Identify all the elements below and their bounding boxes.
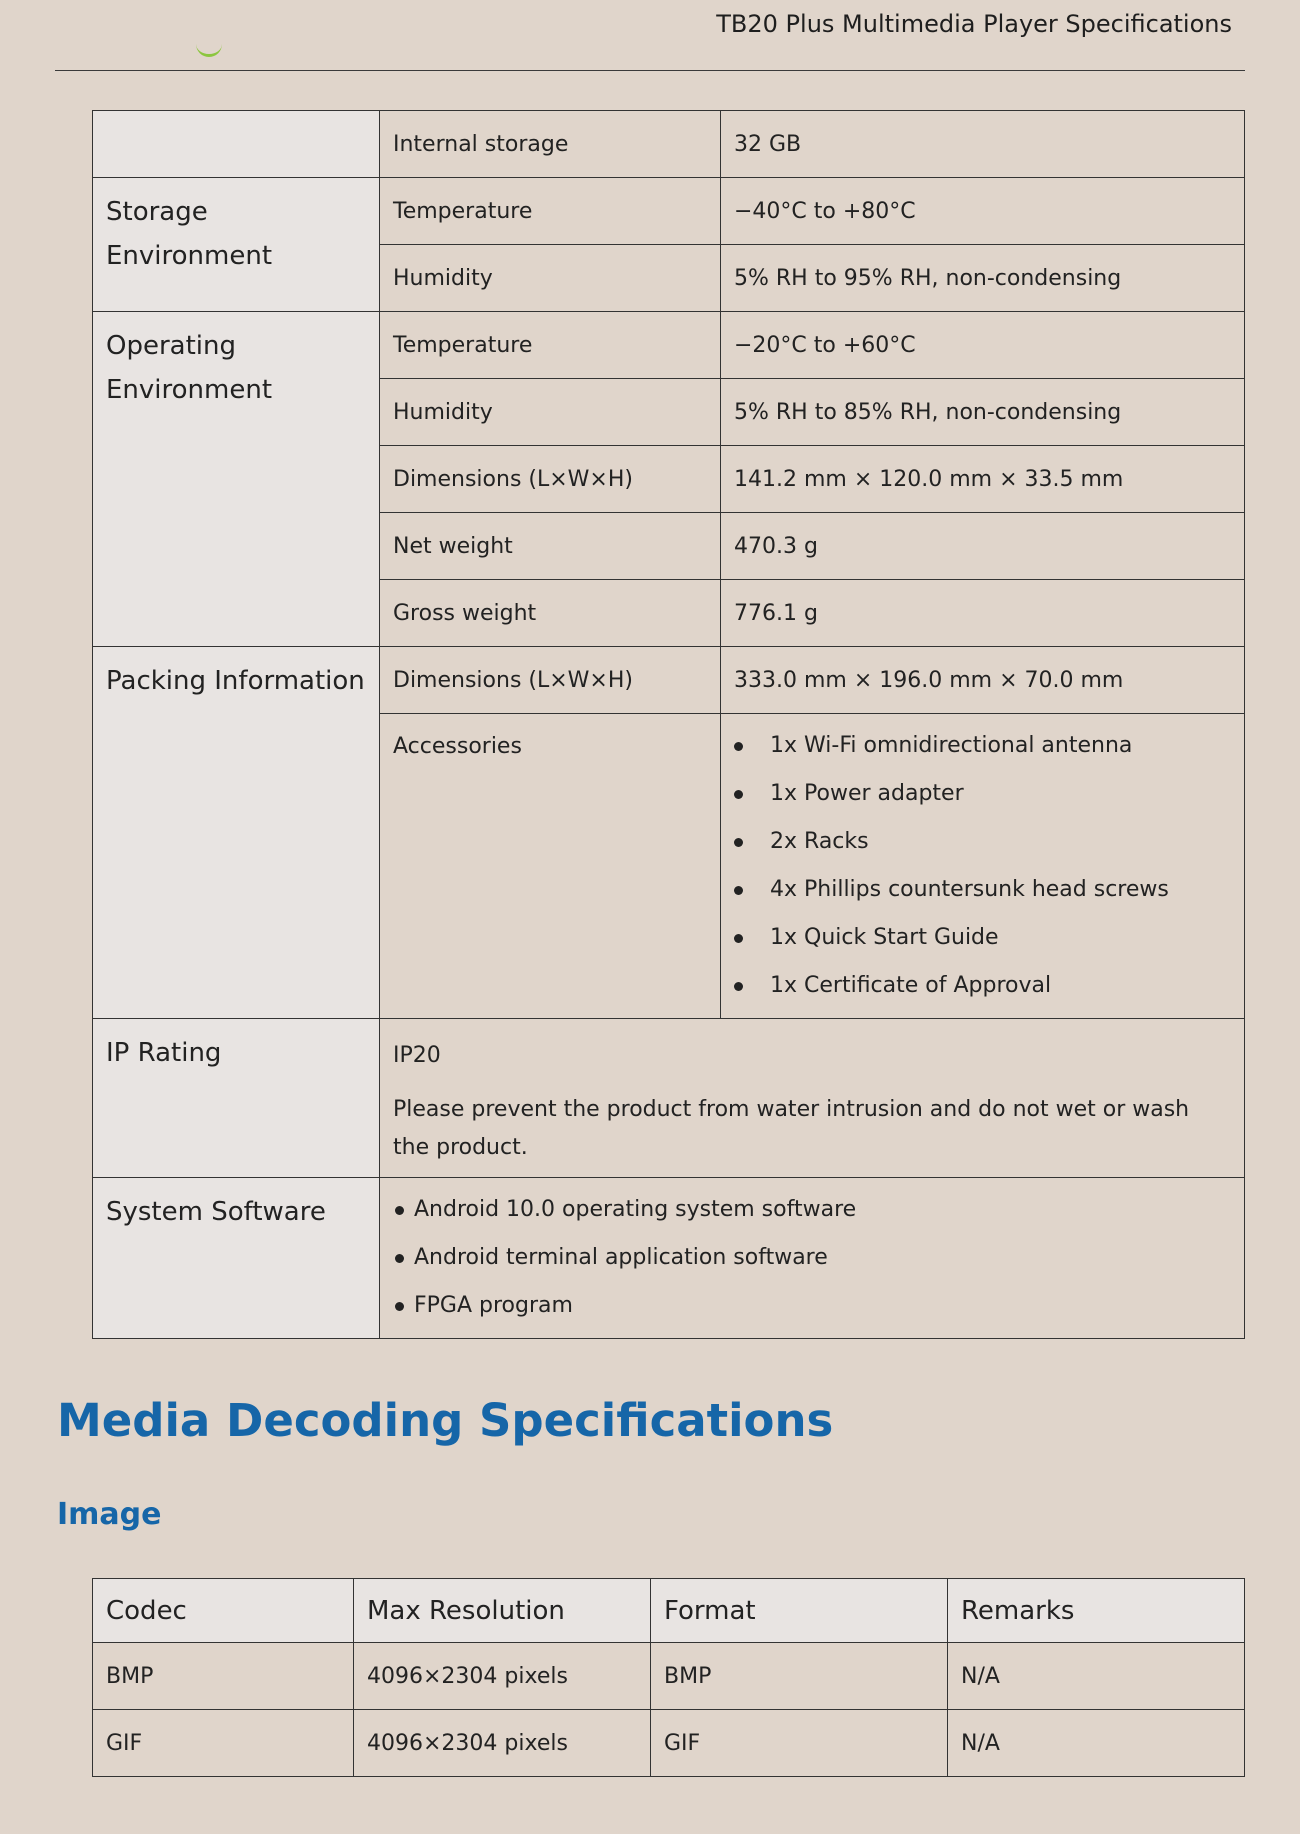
spec-value: 141.2 mm × 120.0 mm × 33.5 mm	[721, 446, 1245, 513]
table-cell: BMP	[93, 1643, 354, 1710]
logo-swoosh-icon	[196, 44, 222, 57]
spec-label: Humidity	[380, 379, 721, 446]
image-codec-table	[92, 1578, 1245, 1777]
table-cell: GIF	[93, 1710, 354, 1777]
list-item: 2x Racks	[734, 818, 1231, 866]
spec-label: Net weight	[380, 513, 721, 580]
table-row	[93, 178, 1245, 245]
page-header	[0, 0, 1300, 72]
table-row	[93, 1710, 1245, 1777]
header-divider	[55, 70, 1245, 71]
system-software-cell	[380, 1178, 1245, 1339]
spec-label: Internal storage	[380, 111, 721, 178]
spec-value: 776.1 g	[721, 580, 1245, 647]
list-item: 4x Phillips countersunk head screws	[734, 866, 1231, 914]
table-cell: N/A	[948, 1643, 1245, 1710]
section-heading: Media Decoding Specifications	[57, 1394, 834, 1447]
table-cell: N/A	[948, 1710, 1245, 1777]
spec-label: Dimensions (L×W×H)	[380, 647, 721, 714]
group-packing-information: Packing Information	[93, 647, 380, 1019]
list-item: 1x Wi-Fi omnidirectional antenna	[734, 722, 1231, 770]
group-storage-environment: Storage Environment	[93, 178, 380, 312]
spec-label: Temperature	[380, 178, 721, 245]
hardware-spec-table	[92, 110, 1245, 1339]
spec-label: Temperature	[380, 312, 721, 379]
table-row	[93, 111, 1245, 178]
list-item: 1x Power adapter	[734, 770, 1231, 818]
spec-label: Accessories	[380, 714, 721, 1019]
table-cell: 4096×2304 pixels	[354, 1710, 651, 1777]
column-header: Format	[651, 1579, 948, 1643]
spec-label: Gross weight	[380, 580, 721, 647]
spec-value: −40°C to +80°C	[721, 178, 1245, 245]
software-list	[393, 1178, 1231, 1338]
spec-label: Dimensions (L×W×H)	[380, 446, 721, 513]
column-header: Remarks	[948, 1579, 1245, 1643]
spec-value: 333.0 mm × 196.0 mm × 70.0 mm	[721, 647, 1245, 714]
column-header: Max Resolution	[354, 1579, 651, 1643]
table-row	[93, 1178, 1245, 1339]
group-operating-environment: Operating Environment	[93, 312, 380, 647]
list-item: 1x Quick Start Guide	[734, 914, 1231, 962]
table-row	[93, 1019, 1245, 1178]
ip-rating-value: IP20	[393, 1043, 441, 1068]
table-cell: 4096×2304 pixels	[354, 1643, 651, 1710]
spec-value: 470.3 g	[721, 513, 1245, 580]
ip-rating-cell	[380, 1019, 1245, 1178]
list-item: Android 10.0 operating system software	[393, 1186, 1231, 1234]
table-row	[93, 1643, 1245, 1710]
column-header: Codec	[93, 1579, 354, 1643]
document-title: TB20 Plus Multimedia Player Specifications	[716, 10, 1232, 38]
spec-value: 5% RH to 85% RH, non-condensing	[721, 379, 1245, 446]
list-item: 1x Certificate of Approval	[734, 962, 1231, 1010]
spec-value: −20°C to +60°C	[721, 312, 1245, 379]
group-system-software: System Software	[93, 1178, 380, 1339]
group-cell-empty	[93, 111, 380, 178]
table-row	[93, 312, 1245, 379]
table-cell: BMP	[651, 1643, 948, 1710]
list-item: FPGA program	[393, 1282, 1231, 1330]
spec-label: Humidity	[380, 245, 721, 312]
table-header-row	[93, 1579, 1245, 1643]
spec-value: 5% RH to 95% RH, non-condensing	[721, 245, 1245, 312]
subsection-heading: Image	[57, 1497, 162, 1532]
accessories-cell	[721, 714, 1245, 1019]
spec-value: 32 GB	[721, 111, 1245, 178]
table-cell: GIF	[651, 1710, 948, 1777]
list-item: Android terminal application software	[393, 1234, 1231, 1282]
ip-rating-note: Please prevent the product from water intrusion and do not wet or wash the product.	[393, 1097, 1190, 1160]
table-row	[93, 647, 1245, 714]
accessories-list	[734, 714, 1231, 1018]
group-ip-rating: IP Rating	[93, 1019, 380, 1178]
